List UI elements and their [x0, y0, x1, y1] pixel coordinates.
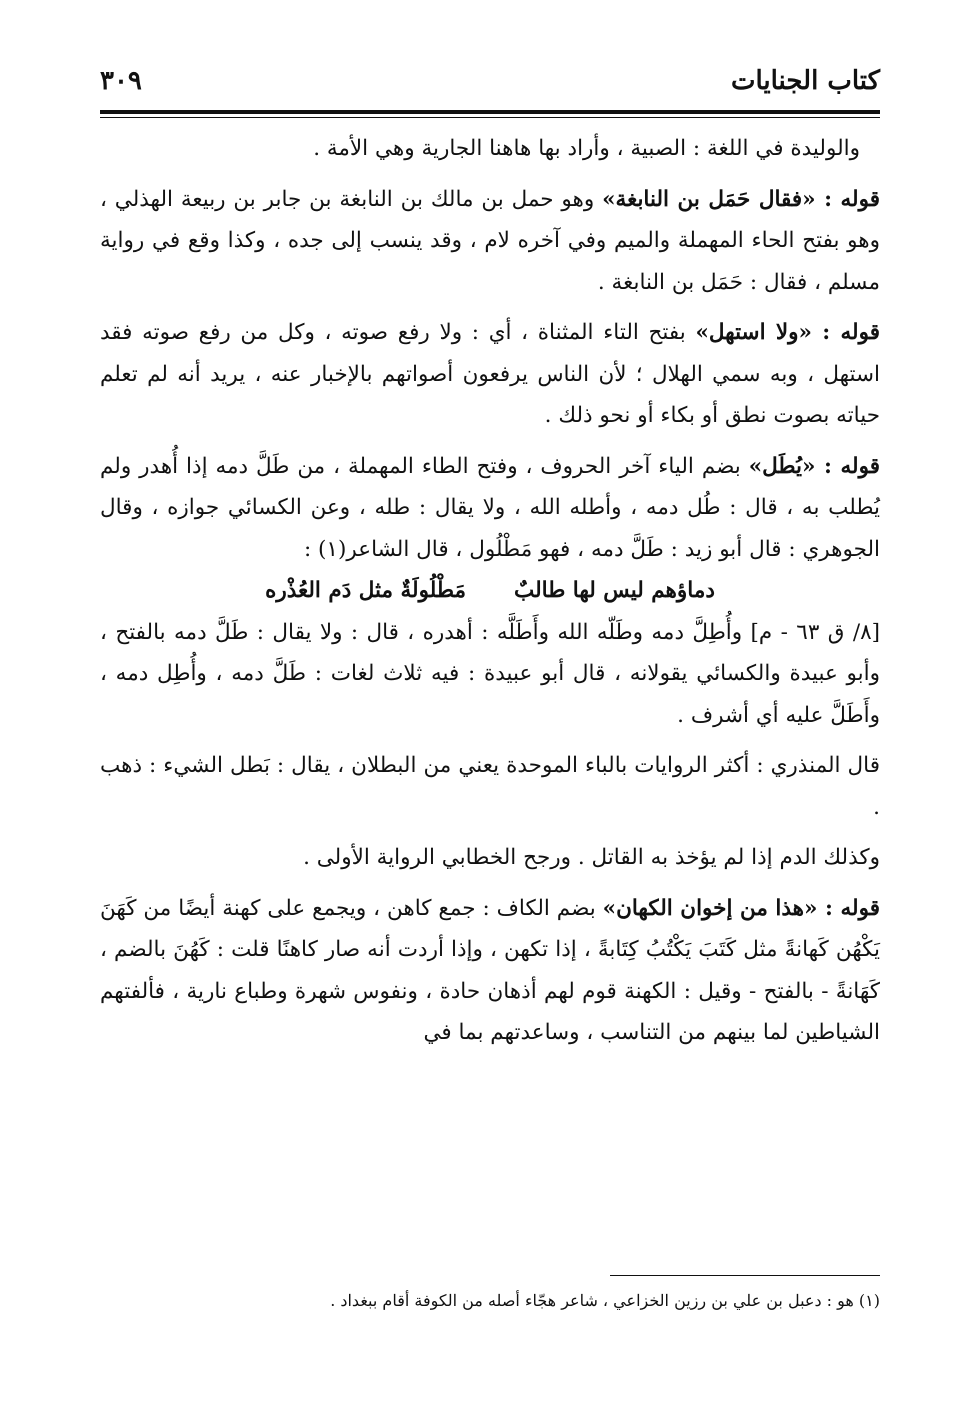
footnote-rule — [610, 1275, 880, 1276]
book-page — [100, 0, 880, 1417]
poetry-verse — [100, 570, 880, 612]
paragraph-3: قوله : «ولا استهل» بفتح التاء المثناة ، أي : ولا رفع صوته ، وكل من رفع صوته فقد استهل ، وبه سمي الهلال ؛ لأن الناس يرفعون أصواتهم بالإخبار عنه ، يريد أنه لم تعلم حياته بصوت نطق أو بكاء أو نحو ذلك . — [100, 320, 880, 428]
footnote: (١) هو : دعبل بن علي بن رزين الخزاعي ، شاعر هجّاء أصله من الكوفة أقام ببغداد . — [330, 1291, 880, 1310]
paragraph-5: [٨/ ق ٦٣ - م] وأُطِلَّ دمه وطَلّه الله وأَطَلَّه : أهدره ، قال : ولا يقال : طَلَّ دمه بالفتح ، وأبو عبيدة والكسائي يقولانه ، قال أبو عبيدة : فيه ثلاث لغات : طَلَّ دمه ، وأُطِل دمه ، وأَطَلَّ عليه أي أشرف . — [100, 619, 881, 728]
paragraph-2: قوله : «فقال حَمَل بن النابغة» وهو حمل بن مالك بن النابغة بن جابر بن ربيعة الهذلي ، وهو بفتح الحاء المهملة والميم وفي آخره لام ، وقد ينسب إلى جده ، وكذا وقع في رواية مسلم ، فقال : حَمَل بن النابغة . — [100, 186, 880, 295]
header-rule-thin — [100, 117, 880, 118]
paragraph-8: قوله : «هذا من إخوان الكهان» بضم الكاف : جمع كاهن ، ويجمع على كهنة أيضًا من كَهَنَ يَكْهُن كَهانةً مثل كَتَبَ يَكْتُبُ كِتَابةً ، إذا تكهن ، وإذا أردت أنه صار كاهنًا قلت : كَهُنَ بالضم ، كَهَانةً - بالفتح - وقيل : الكهنة قوم لهم أذهان حادة ، ونفوس شهرة وطباع نارية ، فألفتهم الشياطين لما بينهم من التناسب ، وساعدتهم بما في — [100, 895, 880, 1045]
paragraph-4: قوله : «يُطَل» بضم الياء آخر الحروف ، وفتح الطاء المهملة ، من طَلَّ دمه إذا أُهدر ولم يُطلب به ، قال : طُل دمه ، وأطله الله ، ولا يقال : طله ، وعن الكسائي جوازه ، وقال الجوهري : قال أبو زيد : طَلَّ دمه ، فهو مَطْلُول ، قال الشاعر(١) : — [100, 453, 880, 562]
paragraph-1: والوليدة في اللغة : الصبية ، وأراد بها هاهنا الجارية وهي الأمة . — [313, 136, 860, 161]
verse-second-hemistich: مَطْلُولَةٌ مثل دَم العُذْره — [265, 578, 466, 603]
page-header — [100, 66, 880, 106]
paragraph-7: وكذلك الدم إذا لم يؤخذ به القاتل . ورجح الخطابي الرواية الأولى . — [303, 845, 880, 870]
verse-first-hemistich: دماؤهم ليس لها طالبٌ — [514, 578, 715, 603]
header-rule-thick — [100, 110, 880, 114]
page-number: ٣٠٩ — [100, 66, 142, 96]
body-text — [100, 128, 880, 1063]
paragraph-6: قال المنذري : أكثر الروايات بالباء الموحدة يعني من البطلان ، يقال : بَطل الشيء : ذهب . — [100, 753, 880, 820]
chapter-title: كتاب الجنايات — [730, 66, 880, 96]
